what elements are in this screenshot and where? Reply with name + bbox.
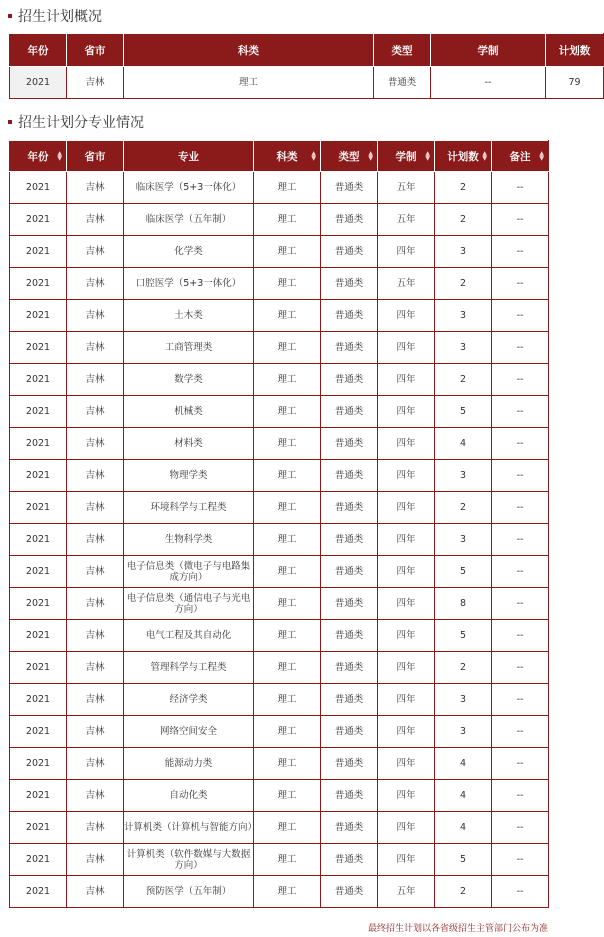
table-row bbox=[10, 684, 549, 716]
cell-remark: -- bbox=[492, 492, 549, 524]
cell-type: 普通类 bbox=[321, 524, 378, 556]
header-label: 省市 bbox=[84, 150, 106, 163]
cell-major: 工商管理类 bbox=[124, 332, 254, 364]
cell-category: 理工 bbox=[254, 780, 321, 812]
cell-category: 理工 bbox=[254, 620, 321, 652]
cell-year: 2021 bbox=[10, 364, 67, 396]
cell-type: 普通类 bbox=[321, 300, 378, 332]
cell-count: 2 bbox=[435, 364, 492, 396]
detail-header-category[interactable] bbox=[254, 141, 321, 172]
overview-header-type: 类型 bbox=[374, 34, 431, 67]
cell-category: 理工 bbox=[254, 556, 321, 588]
table-row bbox=[10, 748, 549, 780]
cell-count: 4 bbox=[435, 748, 492, 780]
table-row bbox=[10, 588, 549, 620]
table-row bbox=[10, 620, 549, 652]
cell-remark: -- bbox=[492, 396, 549, 428]
cell-remark: -- bbox=[492, 588, 549, 620]
overview-section-title bbox=[8, 6, 102, 26]
cell-year: 2021 bbox=[10, 812, 67, 844]
cell-duration: 四年 bbox=[378, 236, 435, 268]
cell-major: 网络空间安全 bbox=[124, 716, 254, 748]
cell-type: 普通类 bbox=[321, 556, 378, 588]
cell-count: 8 bbox=[435, 588, 492, 620]
overview-cell-province: 吉林 bbox=[67, 67, 124, 99]
cell-province: 吉林 bbox=[67, 588, 124, 620]
cell-province: 吉林 bbox=[67, 236, 124, 268]
cell-count: 2 bbox=[435, 492, 492, 524]
cell-count: 3 bbox=[435, 460, 492, 492]
overview-header-category: 科类 bbox=[124, 34, 374, 67]
cell-year: 2021 bbox=[10, 556, 67, 588]
overview-header-province: 省市 bbox=[67, 34, 124, 67]
cell-type: 普通类 bbox=[321, 172, 378, 204]
cell-type: 普通类 bbox=[321, 748, 378, 780]
cell-province: 吉林 bbox=[67, 460, 124, 492]
cell-duration: 四年 bbox=[378, 332, 435, 364]
detail-table bbox=[9, 140, 549, 908]
table-row bbox=[10, 428, 549, 460]
cell-category: 理工 bbox=[254, 300, 321, 332]
cell-province: 吉林 bbox=[67, 268, 124, 300]
cell-category: 理工 bbox=[254, 332, 321, 364]
cell-remark: -- bbox=[492, 172, 549, 204]
overview-cell-duration: -- bbox=[431, 67, 546, 99]
cell-type: 普通类 bbox=[321, 620, 378, 652]
bullet-icon bbox=[8, 120, 12, 124]
cell-major: 电子信息类（通信电子与光电方向） bbox=[124, 588, 254, 620]
header-label: 科类 bbox=[276, 150, 298, 163]
cell-remark: -- bbox=[492, 876, 549, 908]
cell-type: 普通类 bbox=[321, 780, 378, 812]
cell-province: 吉林 bbox=[67, 524, 124, 556]
sort-icon: ▲ ▼ bbox=[482, 150, 487, 162]
cell-remark: -- bbox=[492, 780, 549, 812]
detail-header-duration[interactable] bbox=[378, 141, 435, 172]
cell-remark: -- bbox=[492, 748, 549, 780]
cell-major: 能源动力类 bbox=[124, 748, 254, 780]
cell-year: 2021 bbox=[10, 876, 67, 908]
cell-major: 土木类 bbox=[124, 300, 254, 332]
overview-header-duration: 学制 bbox=[431, 34, 546, 67]
table-row bbox=[10, 716, 549, 748]
cell-year: 2021 bbox=[10, 748, 67, 780]
cell-major: 经济学类 bbox=[124, 684, 254, 716]
cell-year: 2021 bbox=[10, 236, 67, 268]
table-row bbox=[10, 492, 549, 524]
cell-major: 计算机类（计算机与智能方向） bbox=[124, 812, 254, 844]
cell-province: 吉林 bbox=[67, 364, 124, 396]
overview-header-row bbox=[10, 34, 604, 67]
cell-count: 2 bbox=[435, 268, 492, 300]
cell-major: 口腔医学（5+3一体化） bbox=[124, 268, 254, 300]
cell-major: 生物科学类 bbox=[124, 524, 254, 556]
cell-province: 吉林 bbox=[67, 812, 124, 844]
cell-type: 普通类 bbox=[321, 844, 378, 876]
cell-major: 电气工程及其自动化 bbox=[124, 620, 254, 652]
cell-province: 吉林 bbox=[67, 204, 124, 236]
cell-duration: 四年 bbox=[378, 844, 435, 876]
cell-category: 理工 bbox=[254, 268, 321, 300]
cell-duration: 四年 bbox=[378, 812, 435, 844]
table-row bbox=[10, 844, 549, 876]
cell-province: 吉林 bbox=[67, 396, 124, 428]
table-row bbox=[10, 300, 549, 332]
cell-remark: -- bbox=[492, 460, 549, 492]
cell-duration: 四年 bbox=[378, 396, 435, 428]
cell-year: 2021 bbox=[10, 780, 67, 812]
cell-duration: 四年 bbox=[378, 460, 435, 492]
sort-icon: ▲ ▼ bbox=[57, 150, 62, 162]
cell-type: 普通类 bbox=[321, 236, 378, 268]
cell-category: 理工 bbox=[254, 844, 321, 876]
cell-category: 理工 bbox=[254, 684, 321, 716]
overview-header-count: 计划数 bbox=[546, 34, 604, 67]
cell-duration: 四年 bbox=[378, 620, 435, 652]
cell-major: 数学类 bbox=[124, 364, 254, 396]
cell-count: 2 bbox=[435, 652, 492, 684]
detail-header-row bbox=[10, 141, 549, 172]
cell-count: 2 bbox=[435, 204, 492, 236]
detail-header-count[interactable] bbox=[435, 141, 492, 172]
detail-header-remark[interactable] bbox=[492, 141, 549, 172]
table-row bbox=[10, 652, 549, 684]
table-row bbox=[10, 364, 549, 396]
cell-type: 普通类 bbox=[321, 396, 378, 428]
table-row bbox=[10, 812, 549, 844]
cell-duration: 四年 bbox=[378, 428, 435, 460]
cell-year: 2021 bbox=[10, 588, 67, 620]
cell-province: 吉林 bbox=[67, 172, 124, 204]
cell-duration: 四年 bbox=[378, 588, 435, 620]
cell-province: 吉林 bbox=[67, 556, 124, 588]
cell-major: 物理学类 bbox=[124, 460, 254, 492]
cell-category: 理工 bbox=[254, 492, 321, 524]
cell-province: 吉林 bbox=[67, 780, 124, 812]
header-label: 类型 bbox=[338, 150, 360, 163]
cell-year: 2021 bbox=[10, 332, 67, 364]
detail-header-year[interactable] bbox=[10, 141, 67, 172]
cell-major: 管理科学与工程类 bbox=[124, 652, 254, 684]
header-label: 年份 bbox=[27, 150, 49, 163]
cell-major: 环境科学与工程类 bbox=[124, 492, 254, 524]
table-row bbox=[10, 172, 549, 204]
cell-count: 3 bbox=[435, 716, 492, 748]
cell-count: 4 bbox=[435, 428, 492, 460]
cell-remark: -- bbox=[492, 300, 549, 332]
cell-year: 2021 bbox=[10, 684, 67, 716]
cell-year: 2021 bbox=[10, 524, 67, 556]
table-row bbox=[10, 332, 549, 364]
cell-province: 吉林 bbox=[67, 844, 124, 876]
cell-remark: -- bbox=[492, 332, 549, 364]
cell-year: 2021 bbox=[10, 492, 67, 524]
cell-count: 4 bbox=[435, 812, 492, 844]
cell-major: 自动化类 bbox=[124, 780, 254, 812]
overview-row bbox=[10, 67, 604, 99]
cell-province: 吉林 bbox=[67, 652, 124, 684]
table-row bbox=[10, 204, 549, 236]
cell-major: 临床医学（五年制） bbox=[124, 204, 254, 236]
overview-title: 招生计划概况 bbox=[18, 9, 102, 25]
cell-type: 普通类 bbox=[321, 652, 378, 684]
cell-year: 2021 bbox=[10, 300, 67, 332]
cell-duration: 四年 bbox=[378, 780, 435, 812]
cell-duration: 四年 bbox=[378, 492, 435, 524]
footnote: 最终招生计划以各省级招生主管部门公布为准 bbox=[367, 924, 548, 934]
sort-icon: ▲ ▼ bbox=[539, 150, 544, 162]
cell-duration: 四年 bbox=[378, 524, 435, 556]
table-row bbox=[10, 460, 549, 492]
cell-province: 吉林 bbox=[67, 684, 124, 716]
cell-year: 2021 bbox=[10, 716, 67, 748]
cell-count: 5 bbox=[435, 396, 492, 428]
cell-year: 2021 bbox=[10, 172, 67, 204]
cell-category: 理工 bbox=[254, 524, 321, 556]
cell-type: 普通类 bbox=[321, 876, 378, 908]
cell-category: 理工 bbox=[254, 876, 321, 908]
cell-duration: 五年 bbox=[378, 876, 435, 908]
cell-count: 3 bbox=[435, 300, 492, 332]
cell-type: 普通类 bbox=[321, 684, 378, 716]
cell-count: 5 bbox=[435, 844, 492, 876]
cell-count: 2 bbox=[435, 172, 492, 204]
cell-remark: -- bbox=[492, 716, 549, 748]
cell-category: 理工 bbox=[254, 812, 321, 844]
cell-duration: 五年 bbox=[378, 172, 435, 204]
cell-duration: 四年 bbox=[378, 300, 435, 332]
table-row bbox=[10, 876, 549, 908]
cell-duration: 四年 bbox=[378, 364, 435, 396]
cell-type: 普通类 bbox=[321, 268, 378, 300]
cell-type: 普通类 bbox=[321, 428, 378, 460]
cell-year: 2021 bbox=[10, 268, 67, 300]
detail-header-province bbox=[67, 141, 124, 172]
table-row bbox=[10, 236, 549, 268]
header-label: 学制 bbox=[395, 150, 417, 163]
cell-type: 普通类 bbox=[321, 716, 378, 748]
cell-count: 3 bbox=[435, 524, 492, 556]
cell-category: 理工 bbox=[254, 716, 321, 748]
cell-duration: 四年 bbox=[378, 652, 435, 684]
cell-year: 2021 bbox=[10, 844, 67, 876]
cell-category: 理工 bbox=[254, 236, 321, 268]
cell-type: 普通类 bbox=[321, 812, 378, 844]
cell-major: 电子信息类（微电子与电路集成方向） bbox=[124, 556, 254, 588]
cell-remark: -- bbox=[492, 620, 549, 652]
overview-table bbox=[9, 33, 604, 99]
cell-remark: -- bbox=[492, 684, 549, 716]
cell-category: 理工 bbox=[254, 460, 321, 492]
cell-category: 理工 bbox=[254, 588, 321, 620]
cell-province: 吉林 bbox=[67, 492, 124, 524]
cell-category: 理工 bbox=[254, 172, 321, 204]
cell-remark: -- bbox=[492, 652, 549, 684]
header-label: 计划数 bbox=[447, 150, 479, 163]
table-row bbox=[10, 396, 549, 428]
cell-remark: -- bbox=[492, 812, 549, 844]
cell-major: 临床医学（5+3一体化） bbox=[124, 172, 254, 204]
cell-category: 理工 bbox=[254, 396, 321, 428]
cell-province: 吉林 bbox=[67, 332, 124, 364]
detail-header-type[interactable] bbox=[321, 141, 378, 172]
bullet-icon bbox=[8, 14, 12, 18]
cell-duration: 五年 bbox=[378, 268, 435, 300]
cell-category: 理工 bbox=[254, 428, 321, 460]
cell-duration: 五年 bbox=[378, 204, 435, 236]
sort-icon: ▲ ▼ bbox=[311, 150, 316, 162]
cell-major: 材料类 bbox=[124, 428, 254, 460]
cell-province: 吉林 bbox=[67, 428, 124, 460]
cell-year: 2021 bbox=[10, 428, 67, 460]
cell-province: 吉林 bbox=[67, 716, 124, 748]
cell-type: 普通类 bbox=[321, 204, 378, 236]
cell-province: 吉林 bbox=[67, 300, 124, 332]
detail-section-title bbox=[8, 112, 144, 132]
cell-duration: 四年 bbox=[378, 748, 435, 780]
table-row bbox=[10, 268, 549, 300]
cell-type: 普通类 bbox=[321, 460, 378, 492]
cell-category: 理工 bbox=[254, 652, 321, 684]
cell-type: 普通类 bbox=[321, 364, 378, 396]
cell-major: 预防医学（五年制） bbox=[124, 876, 254, 908]
cell-count: 3 bbox=[435, 332, 492, 364]
cell-count: 5 bbox=[435, 556, 492, 588]
cell-count: 5 bbox=[435, 620, 492, 652]
cell-count: 2 bbox=[435, 876, 492, 908]
cell-duration: 四年 bbox=[378, 716, 435, 748]
cell-remark: -- bbox=[492, 204, 549, 236]
cell-remark: -- bbox=[492, 268, 549, 300]
overview-cell-category: 理工 bbox=[124, 67, 374, 99]
overview-cell-type: 普通类 bbox=[374, 67, 431, 99]
cell-major: 化学类 bbox=[124, 236, 254, 268]
cell-province: 吉林 bbox=[67, 620, 124, 652]
table-row bbox=[10, 556, 549, 588]
cell-category: 理工 bbox=[254, 748, 321, 780]
cell-remark: -- bbox=[492, 428, 549, 460]
cell-remark: -- bbox=[492, 524, 549, 556]
sort-icon: ▲ ▼ bbox=[368, 150, 373, 162]
cell-category: 理工 bbox=[254, 364, 321, 396]
table-row bbox=[10, 524, 549, 556]
cell-remark: -- bbox=[492, 236, 549, 268]
cell-major: 计算机类（软件数媒与大数据方向） bbox=[124, 844, 254, 876]
cell-year: 2021 bbox=[10, 620, 67, 652]
cell-category: 理工 bbox=[254, 204, 321, 236]
overview-cell-year: 2021 bbox=[10, 67, 67, 99]
cell-type: 普通类 bbox=[321, 492, 378, 524]
sort-icon: ▲ ▼ bbox=[425, 150, 430, 162]
detail-title: 招生计划分专业情况 bbox=[18, 115, 144, 131]
cell-count: 3 bbox=[435, 236, 492, 268]
cell-remark: -- bbox=[492, 844, 549, 876]
cell-type: 普通类 bbox=[321, 588, 378, 620]
header-label: 备注 bbox=[509, 150, 531, 163]
cell-remark: -- bbox=[492, 556, 549, 588]
cell-remark: -- bbox=[492, 364, 549, 396]
header-label: 专业 bbox=[178, 150, 199, 163]
cell-year: 2021 bbox=[10, 396, 67, 428]
cell-year: 2021 bbox=[10, 460, 67, 492]
overview-header-year: 年份 bbox=[10, 34, 67, 67]
cell-year: 2021 bbox=[10, 204, 67, 236]
table-row bbox=[10, 780, 549, 812]
cell-major: 机械类 bbox=[124, 396, 254, 428]
overview-cell-count: 79 bbox=[546, 67, 604, 99]
cell-province: 吉林 bbox=[67, 748, 124, 780]
detail-header-major bbox=[124, 141, 254, 172]
cell-duration: 四年 bbox=[378, 556, 435, 588]
cell-count: 3 bbox=[435, 684, 492, 716]
cell-count: 4 bbox=[435, 780, 492, 812]
cell-type: 普通类 bbox=[321, 332, 378, 364]
cell-duration: 四年 bbox=[378, 684, 435, 716]
cell-year: 2021 bbox=[10, 652, 67, 684]
cell-province: 吉林 bbox=[67, 876, 124, 908]
